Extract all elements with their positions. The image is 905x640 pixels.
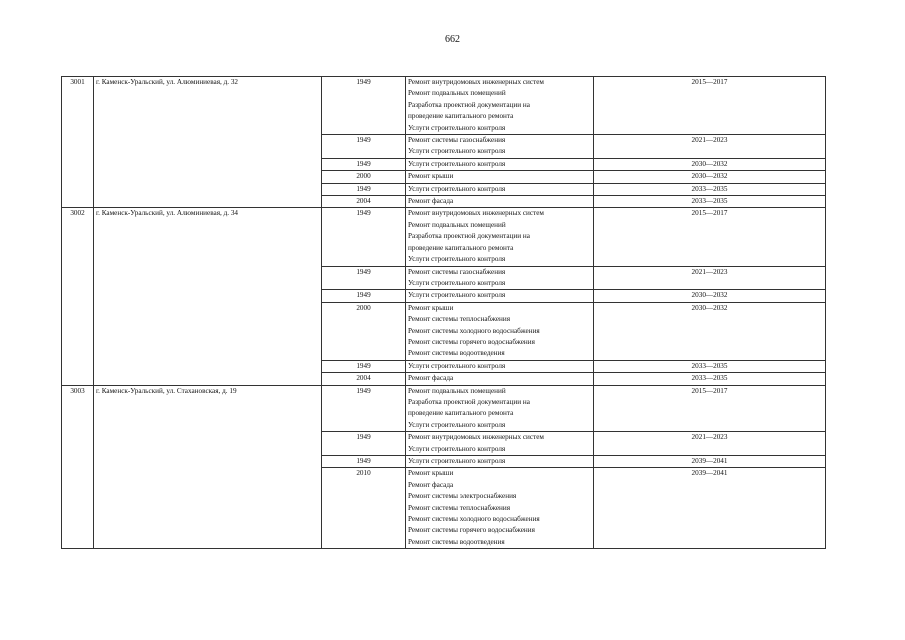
work-item: проведение капитального ремонта (408, 112, 514, 121)
building-number: 3003 (62, 385, 94, 549)
work-item: Услуги строительного контроля (408, 147, 506, 156)
work-item: Разработка проектной документации на (408, 397, 530, 406)
works-cell (406, 196, 594, 208)
year-cell: 1949 (322, 208, 406, 266)
year-cell: 2004 (322, 196, 406, 208)
year-cell: 2010 (322, 468, 406, 549)
works-cell (406, 385, 594, 432)
work-item: Ремонт системы холодного водоснабжения (408, 515, 540, 524)
table-row (62, 208, 826, 266)
period-cell: 2033—2035 (594, 360, 826, 372)
year-cell: 1949 (322, 266, 406, 290)
period-cell: 2033—2035 (594, 183, 826, 195)
work-item: Ремонт системы теплоснабжения (408, 315, 511, 324)
period-cell: 2015—2017 (594, 385, 826, 432)
year-cell: 1949 (322, 290, 406, 302)
period-cell: 2033—2035 (594, 373, 826, 385)
year-cell: 1949 (322, 360, 406, 372)
period-cell: 2033—2035 (594, 196, 826, 208)
works-cell (406, 360, 594, 372)
work-item: Ремонт внутридомовых инженерных систем (408, 209, 544, 218)
works-cell (406, 158, 594, 170)
page-number: 662 (445, 34, 460, 45)
building-address: г. Каменск-Уральский, ул. Алюминиевая, д. 32 (94, 77, 322, 208)
work-item: Ремонт крыши (408, 172, 454, 181)
period-cell: 2021—2023 (594, 135, 826, 159)
work-item: Ремонт системы холодного водоснабжения (408, 326, 540, 335)
work-item: Услуги строительного контроля (408, 444, 506, 453)
year-cell: 1949 (322, 158, 406, 170)
period-cell: 2030—2032 (594, 171, 826, 183)
period-cell: 2021—2023 (594, 432, 826, 456)
work-item: Ремонт системы водоотведения (408, 537, 505, 546)
work-item: Ремонт системы газоснабжения (408, 267, 506, 276)
year-cell: 2000 (322, 302, 406, 360)
works-cell (406, 208, 594, 266)
work-item: Разработка проектной документации на (408, 232, 530, 241)
works-cell (406, 468, 594, 549)
works-cell (406, 77, 594, 135)
period-cell: 2015—2017 (594, 77, 826, 135)
work-item: Ремонт внутридомовых инженерных систем (408, 433, 544, 442)
work-item: Услуги строительного контроля (408, 255, 506, 264)
work-item: Ремонт внутридомовых инженерных систем (408, 78, 544, 86)
work-item: проведение капитального ремонта (408, 409, 514, 418)
building-number: 3001 (62, 77, 94, 208)
building-address: г. Каменск-Уральский, ул. Стахановская, д. 19 (94, 385, 322, 549)
work-item: Услуги строительного контроля (408, 457, 506, 465)
works-cell (406, 456, 594, 468)
work-item: Ремонт фасада (408, 480, 454, 489)
work-item: Ремонт системы газоснабжения (408, 136, 506, 145)
work-item: Ремонт системы теплоснабжения (408, 503, 511, 512)
period-cell: 2015—2017 (594, 208, 826, 266)
work-item: проведение капитального ремонта (408, 243, 514, 252)
work-item: Услуги строительного контроля (408, 278, 506, 287)
work-item: Ремонт фасада (408, 197, 454, 206)
period-cell: 2030—2032 (594, 290, 826, 302)
year-cell: 1949 (322, 432, 406, 456)
year-cell: 2000 (322, 171, 406, 183)
work-item: Ремонт крыши (408, 469, 454, 478)
building-address: г. Каменск-Уральский, ул. Алюминиевая, д. 34 (94, 208, 322, 385)
works-cell (406, 373, 594, 385)
work-item: Ремонт системы электроснабжения (408, 492, 517, 501)
works-cell (406, 432, 594, 456)
work-item: Ремонт системы водоотведения (408, 349, 505, 358)
work-item: Ремонт крыши (408, 303, 454, 312)
works-cell (406, 266, 594, 290)
work-item: Ремонт системы горячего водоснабжения (408, 526, 535, 535)
building-number: 3002 (62, 208, 94, 385)
work-item: Услуги строительного контроля (408, 420, 506, 429)
work-item: Услуги строительного контроля (408, 291, 506, 300)
work-item: Ремонт подвальных помещений (408, 89, 506, 98)
works-cell (406, 290, 594, 302)
work-item: Ремонт подвальных помещений (408, 386, 506, 395)
year-cell: 1949 (322, 183, 406, 195)
works-cell (406, 302, 594, 360)
year-cell: 1949 (322, 135, 406, 159)
table-row (62, 385, 826, 432)
year-cell: 1949 (322, 77, 406, 135)
table-row (62, 77, 826, 135)
work-item: Ремонт подвальных помещений (408, 220, 506, 229)
work-item: Ремонт системы горячего водоснабжения (408, 337, 535, 346)
works-cell (406, 135, 594, 159)
period-cell: 2039—2041 (594, 468, 826, 549)
period-cell: 2030—2032 (594, 158, 826, 170)
work-item: Услуги строительного контроля (408, 361, 506, 370)
year-cell: 2004 (322, 373, 406, 385)
period-cell: 2039—2041 (594, 456, 826, 468)
repair-schedule-table (61, 76, 826, 549)
works-cell (406, 171, 594, 183)
period-cell: 2021—2023 (594, 266, 826, 290)
works-cell (406, 183, 594, 195)
year-cell: 1949 (322, 456, 406, 468)
year-cell: 1949 (322, 385, 406, 432)
work-item: Ремонт фасада (408, 374, 454, 383)
work-item: Услуги строительного контроля (408, 184, 506, 193)
work-item: Услуги строительного контроля (408, 159, 506, 168)
work-item: Услуги строительного контроля (408, 123, 506, 132)
work-item: Разработка проектной документации на (408, 100, 530, 109)
period-cell: 2030—2032 (594, 302, 826, 360)
